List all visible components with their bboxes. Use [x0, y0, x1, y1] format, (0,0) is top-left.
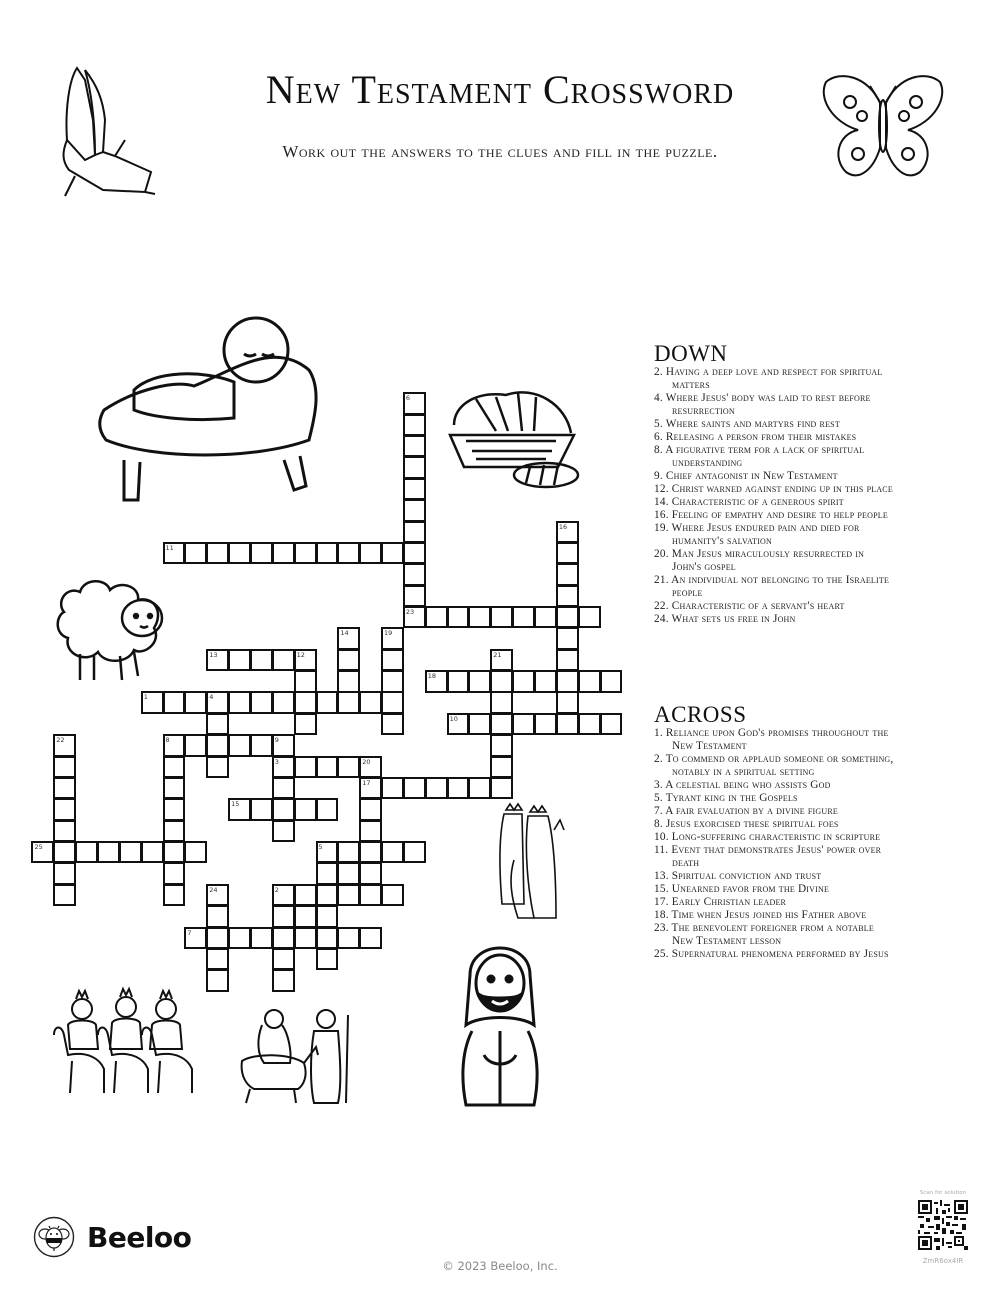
crossword-cell[interactable]	[316, 862, 339, 884]
crossword-cell[interactable]	[556, 670, 579, 692]
clue-text: 6. Releasing a person from their mistakes	[654, 431, 857, 443]
crossword-cell[interactable]	[403, 542, 426, 564]
crossword-cell[interactable]	[184, 841, 207, 863]
down-clue	[654, 431, 894, 444]
clue-number: 24	[209, 885, 218, 894]
crossword-cell[interactable]	[272, 948, 295, 970]
down-clue	[654, 522, 894, 548]
brand-name: Beeloo	[87, 1220, 192, 1254]
crossword-cell[interactable]	[184, 927, 207, 949]
clue-number: 10	[449, 714, 458, 723]
crossword-cell[interactable]	[163, 862, 186, 884]
crossword-cell[interactable]	[534, 670, 557, 692]
crossword-cell[interactable]	[447, 670, 470, 692]
crossword-cell[interactable]	[272, 820, 295, 842]
crossword-cell[interactable]	[337, 542, 360, 564]
crossword-cell[interactable]	[163, 691, 186, 713]
crossword-cell[interactable]	[490, 670, 513, 692]
clue-text: 14. Characteristic of a generous spirit	[654, 496, 844, 508]
crossword-cell[interactable]	[337, 884, 360, 906]
clue-number: 15	[231, 800, 240, 809]
clue-text: 7. A fair evaluation by a divine figure	[654, 805, 838, 817]
crossword-cell[interactable]	[403, 456, 426, 478]
crossword-cell[interactable]	[403, 841, 426, 863]
crossword-cell[interactable]	[316, 798, 339, 820]
clue-text: 16. Feeling of empathy and desire to help people	[654, 509, 888, 521]
across-clue	[654, 883, 894, 896]
crossword-cell[interactable]	[490, 606, 513, 628]
crossword-cell[interactable]	[556, 691, 579, 713]
baby-in-manger-icon	[94, 310, 334, 505]
crossword-cell[interactable]	[512, 606, 535, 628]
crossword-cell[interactable]	[381, 627, 404, 649]
crossword-cell[interactable]	[447, 777, 470, 799]
down-clue-list	[654, 366, 894, 626]
across-clue	[654, 870, 894, 883]
down-clue	[654, 418, 894, 431]
crossword-cell[interactable]	[359, 798, 382, 820]
clue-number: 23	[405, 608, 415, 616]
crossword-cell[interactable]	[359, 777, 382, 799]
crossword-cell[interactable]	[294, 756, 317, 778]
crossword-cell[interactable]	[337, 649, 360, 671]
crossword-cell[interactable]	[447, 606, 470, 628]
clue-number: 16	[558, 522, 568, 531]
down-heading: DOWN	[654, 341, 728, 366]
crossword-cell[interactable]	[556, 713, 579, 735]
crossword-cell[interactable]	[359, 542, 382, 564]
qr-label: Scan for solution	[919, 1190, 967, 1196]
crossword-cell[interactable]	[490, 734, 513, 756]
crossword-cell[interactable]	[272, 734, 295, 756]
across-clue	[654, 948, 894, 961]
crossword-cell[interactable]	[359, 927, 382, 949]
across-clue	[654, 792, 894, 805]
down-clue	[654, 600, 894, 613]
jesus-figure-icon	[450, 935, 550, 1110]
clue-text: 3. A celestial being who assists God	[654, 779, 831, 791]
crossword-cell[interactable]	[163, 798, 186, 820]
crossword-cell[interactable]	[359, 756, 382, 778]
crossword-cell[interactable]	[272, 691, 295, 713]
crossword-cell[interactable]	[250, 542, 273, 564]
crossword-cell[interactable]	[359, 820, 382, 842]
down-clue	[654, 509, 894, 522]
crossword-cell[interactable]	[337, 927, 360, 949]
crossword-cell[interactable]	[316, 948, 339, 970]
crossword-cell[interactable]	[337, 670, 360, 692]
crossword-cell[interactable]	[425, 777, 448, 799]
clue-text: 25. Supernatural phenomena performed by Jesus	[654, 948, 889, 960]
wise-men-standing-icon	[494, 800, 566, 922]
crossword-cell[interactable]	[294, 713, 317, 735]
clue-number: 1	[143, 693, 148, 702]
crossword-cell[interactable]	[337, 862, 360, 884]
down-clues	[654, 342, 894, 626]
crossword-cell[interactable]	[141, 691, 164, 713]
crossword-cell[interactable]	[119, 841, 142, 863]
down-clue	[654, 470, 894, 483]
down-clue	[654, 444, 894, 470]
crossword-cell[interactable]	[163, 777, 186, 799]
crossword-cell[interactable]	[512, 713, 535, 735]
crossword-cell[interactable]	[578, 713, 601, 735]
clue-text: 5. Tyrant king in the Gospels	[654, 792, 798, 804]
crossword-cell[interactable]	[316, 927, 339, 949]
crossword-cell[interactable]	[97, 841, 120, 863]
crossword-cell[interactable]	[206, 905, 229, 927]
crossword-cell[interactable]	[206, 756, 229, 778]
crossword-cell[interactable]	[184, 691, 207, 713]
crossword-cell[interactable]	[228, 734, 251, 756]
crossword-cell[interactable]	[294, 649, 317, 671]
crossword-cell[interactable]	[381, 691, 404, 713]
clue-text: 18. Time when Jesus joined his Father above	[654, 909, 867, 921]
crossword-cell[interactable]	[206, 734, 229, 756]
qr-code-icon	[918, 1200, 968, 1250]
crossword-cell[interactable]	[206, 713, 229, 735]
crossword-cell[interactable]	[381, 670, 404, 692]
across-clue	[654, 844, 894, 870]
crossword-cell[interactable]	[556, 521, 579, 543]
clue-number: 2	[274, 885, 279, 894]
praying-hands-icon	[55, 60, 165, 200]
clue-text: 19. Where Jesus endured pain and died for humanity's salvation	[654, 522, 860, 547]
crossword-cell[interactable]	[53, 777, 76, 799]
crossword-cell[interactable]	[206, 969, 229, 991]
crossword-cell[interactable]	[272, 798, 295, 820]
across-heading: ACROSS	[654, 702, 747, 727]
crossword-cell[interactable]	[600, 713, 623, 735]
crossword-cell[interactable]	[425, 670, 448, 692]
crossword-cell[interactable]	[556, 606, 579, 628]
crossword-cell[interactable]	[228, 927, 251, 949]
down-clue	[654, 392, 894, 418]
crossword-cell[interactable]	[163, 756, 186, 778]
crossword-cell[interactable]	[512, 670, 535, 692]
clue-text: 17. Early Christian leader	[654, 896, 787, 908]
across-clues	[654, 703, 894, 961]
crossword-cell[interactable]	[206, 542, 229, 564]
crossword-cell[interactable]	[600, 670, 623, 692]
crossword-cell[interactable]	[272, 649, 295, 671]
down-clue	[654, 496, 894, 509]
clue-number: 6	[405, 394, 411, 403]
down-clue	[654, 366, 894, 392]
across-clue	[654, 922, 894, 948]
crossword-cell[interactable]	[359, 841, 382, 863]
crossword-cell[interactable]	[75, 841, 98, 863]
clue-text: 1. Reliance upon God's promises throughout the New Testament	[654, 727, 889, 752]
crossword-cell[interactable]	[272, 969, 295, 991]
clue-number: 13	[209, 650, 218, 659]
down-clue	[654, 483, 894, 496]
crossword-cell[interactable]	[381, 649, 404, 671]
crossword-cell[interactable]	[316, 841, 339, 863]
crossword-cell[interactable]	[272, 542, 295, 564]
crossword-cell[interactable]	[403, 478, 426, 500]
crossword-cell[interactable]	[206, 649, 229, 671]
crossword-cell[interactable]	[206, 927, 229, 949]
crossword-cell[interactable]	[316, 691, 339, 713]
crossword-cell[interactable]	[337, 627, 360, 649]
clue-text: 8. A figurative term for a lack of spiritual understanding	[654, 444, 865, 469]
crossword-cell[interactable]	[316, 542, 339, 564]
clue-text: 24. What sets us free in John	[654, 613, 796, 625]
crossword-cell[interactable]	[403, 499, 426, 521]
crossword-cell[interactable]	[337, 691, 360, 713]
clue-number: 25	[34, 843, 43, 852]
crossword-cell[interactable]	[294, 884, 317, 906]
crossword-cell[interactable]	[272, 884, 295, 906]
crossword-cell[interactable]	[468, 713, 491, 735]
crossword-cell[interactable]	[53, 734, 76, 756]
crossword-cell[interactable]	[294, 905, 317, 927]
crossword-cell[interactable]	[403, 563, 426, 585]
crossword-cell[interactable]	[184, 734, 207, 756]
crossword-cell[interactable]	[381, 777, 404, 799]
clue-number: 17	[362, 778, 371, 787]
clue-text: 8. Jesus exorcised these spiritual foes	[654, 818, 839, 830]
clue-text: 9. Chief antagonist in New Testament	[654, 470, 838, 482]
crossword-cell[interactable]	[250, 734, 273, 756]
crossword-cell[interactable]	[468, 670, 491, 692]
clue-text: 12. Christ warned against ending up in this place	[654, 483, 893, 495]
crossword-cell[interactable]	[294, 798, 317, 820]
crossword-cell[interactable]	[490, 713, 513, 735]
crossword-cell[interactable]	[53, 884, 76, 906]
clue-text: 22. Characteristic of a servant's heart	[654, 600, 845, 612]
crossword-cell[interactable]	[403, 414, 426, 436]
clue-number: 19	[384, 629, 393, 638]
clue-number: 11	[165, 543, 174, 552]
page-subtitle: Work out the answers to the clues and fill in the puzzle.	[282, 142, 718, 161]
clue-text: 11. Event that demonstrates Jesus' power over death	[654, 844, 882, 869]
crossword-cell[interactable]	[206, 691, 229, 713]
crossword-cell[interactable]	[316, 905, 339, 927]
crossword-cell[interactable]	[381, 884, 404, 906]
crossword-cell[interactable]	[556, 627, 579, 649]
crossword-cell[interactable]	[468, 777, 491, 799]
page-title: New Testament Crossword	[265, 67, 735, 112]
crossword-cell[interactable]	[490, 649, 513, 671]
across-clue	[654, 779, 894, 792]
clue-text: 20. Man Jesus miraculously resurrected in John's gospel	[654, 548, 865, 573]
crossword-cell[interactable]	[490, 691, 513, 713]
solution-qr[interactable]	[910, 1190, 976, 1265]
crossword-cell[interactable]	[447, 713, 470, 735]
crossword-cell[interactable]	[359, 862, 382, 884]
crossword-cell[interactable]	[381, 841, 404, 863]
crossword-cell[interactable]	[556, 563, 579, 585]
across-clue	[654, 753, 894, 779]
mary-joseph-donkey-icon	[234, 1005, 364, 1105]
lamb-icon	[50, 572, 175, 687]
crossword-cell[interactable]	[272, 905, 295, 927]
across-clue	[654, 896, 894, 909]
crossword-cell[interactable]	[468, 606, 491, 628]
butterfly-icon	[818, 68, 948, 198]
three-kings-on-camels-icon	[48, 985, 198, 1100]
clue-number: 7	[187, 928, 192, 937]
crossword-cell[interactable]	[53, 862, 76, 884]
crossword-cell[interactable]	[272, 756, 295, 778]
crossword-cell[interactable]	[403, 585, 426, 607]
crossword-cell[interactable]	[163, 820, 186, 842]
crossword-cell[interactable]	[184, 542, 207, 564]
crossword-cell[interactable]	[53, 756, 76, 778]
crossword-cell[interactable]	[228, 649, 251, 671]
crossword-cell[interactable]	[228, 542, 251, 564]
crossword-cell[interactable]	[556, 542, 579, 564]
crossword-cell[interactable]	[403, 606, 426, 628]
crossword-cell[interactable]	[337, 756, 360, 778]
crossword-cell[interactable]	[294, 670, 317, 692]
beeloo-logo[interactable]	[33, 1216, 191, 1258]
crossword-cell[interactable]	[228, 798, 251, 820]
crossword-cell[interactable]	[403, 435, 426, 457]
crossword-cell[interactable]	[403, 777, 426, 799]
crossword-cell[interactable]	[490, 756, 513, 778]
crossword-cell[interactable]	[163, 841, 186, 863]
crossword-cell[interactable]	[53, 820, 76, 842]
clue-text: 2. Having a deep love and respect for spiritual matters	[654, 366, 883, 391]
across-clue	[654, 909, 894, 922]
clue-number: 9	[274, 736, 279, 745]
crossword-cell[interactable]	[578, 606, 601, 628]
clue-text: 2. To commend or applaud someone or something, notably in a spiritual setting	[654, 753, 894, 778]
crossword-cell[interactable]	[206, 948, 229, 970]
clue-number: 18	[427, 672, 437, 681]
clue-text: 15. Unearned favor from the Divine	[654, 883, 830, 895]
crossword-cell[interactable]	[534, 713, 557, 735]
clue-text: 4. Where Jesus' body was laid to rest before resurrection	[654, 392, 871, 417]
crossword-cell[interactable]	[403, 521, 426, 543]
crossword-cell[interactable]	[250, 927, 273, 949]
clue-number: 3	[274, 757, 279, 766]
bread-basket-icon	[446, 385, 581, 490]
crossword-cell[interactable]	[381, 542, 404, 564]
across-clue-list	[654, 727, 894, 961]
clue-number: 5	[318, 843, 323, 852]
down-clue	[654, 613, 894, 626]
clue-text: 21. An individual not belonging to the Israelite people	[654, 574, 890, 599]
crossword-cell[interactable]	[359, 884, 382, 906]
crossword-cell[interactable]	[272, 927, 295, 949]
crossword-cell[interactable]	[294, 927, 317, 949]
crossword-cell[interactable]	[250, 798, 273, 820]
crossword-cell[interactable]	[163, 884, 186, 906]
clue-number: 8	[165, 736, 170, 745]
copyright: © 2023 Beeloo, Inc.	[442, 1259, 558, 1273]
crossword-cell[interactable]	[53, 798, 76, 820]
crossword-cell[interactable]	[556, 649, 579, 671]
across-clue	[654, 818, 894, 831]
clue-text: 10. Long-suffering characteristic in scripture	[654, 831, 881, 843]
clue-number: 14	[340, 629, 349, 638]
crossword-cell[interactable]	[534, 606, 557, 628]
clue-number: 21	[493, 650, 502, 659]
clue-number: 4	[209, 693, 214, 702]
crossword-cell[interactable]	[272, 777, 295, 799]
crossword-cell[interactable]	[53, 841, 76, 863]
across-clue	[654, 831, 894, 844]
clue-text: 5. Where saints and martyrs find rest	[654, 418, 840, 430]
crossword-cell[interactable]	[381, 713, 404, 735]
crossword-cell[interactable]	[556, 585, 579, 607]
crossword-cell[interactable]	[206, 884, 229, 906]
crossword-cell[interactable]	[250, 691, 273, 713]
clue-text: 13. Spiritual conviction and trust	[654, 870, 822, 882]
crossword-cell[interactable]	[141, 841, 164, 863]
crossword-cell[interactable]	[316, 884, 339, 906]
crossword-cell[interactable]	[337, 841, 360, 863]
crossword-cell[interactable]	[163, 734, 186, 756]
crossword-cell[interactable]	[316, 756, 339, 778]
crossword-cell[interactable]	[228, 691, 251, 713]
crossword-cell[interactable]	[425, 606, 448, 628]
crossword-cell[interactable]	[163, 542, 186, 564]
crossword-cell[interactable]	[359, 691, 382, 713]
bee-icon	[33, 1216, 75, 1258]
clue-number: 12	[296, 650, 305, 659]
across-clue	[654, 805, 894, 818]
crossword-cell[interactable]	[294, 691, 317, 713]
clue-text: 23. The benevolent foreigner from a notable New Testament lesson	[654, 922, 874, 947]
crossword-cell[interactable]	[294, 542, 317, 564]
down-clue	[654, 574, 894, 600]
crossword-cell[interactable]	[250, 649, 273, 671]
qr-id: ZmR6ox4IR	[922, 1257, 964, 1265]
crossword-cell[interactable]	[490, 777, 513, 799]
down-clue	[654, 548, 894, 574]
crossword-cell[interactable]	[31, 841, 54, 863]
clue-number: 22	[56, 736, 65, 745]
clue-number: 20	[362, 757, 371, 766]
crossword-cell[interactable]	[578, 670, 601, 692]
across-clue	[654, 727, 894, 753]
crossword-cell[interactable]	[403, 392, 426, 414]
